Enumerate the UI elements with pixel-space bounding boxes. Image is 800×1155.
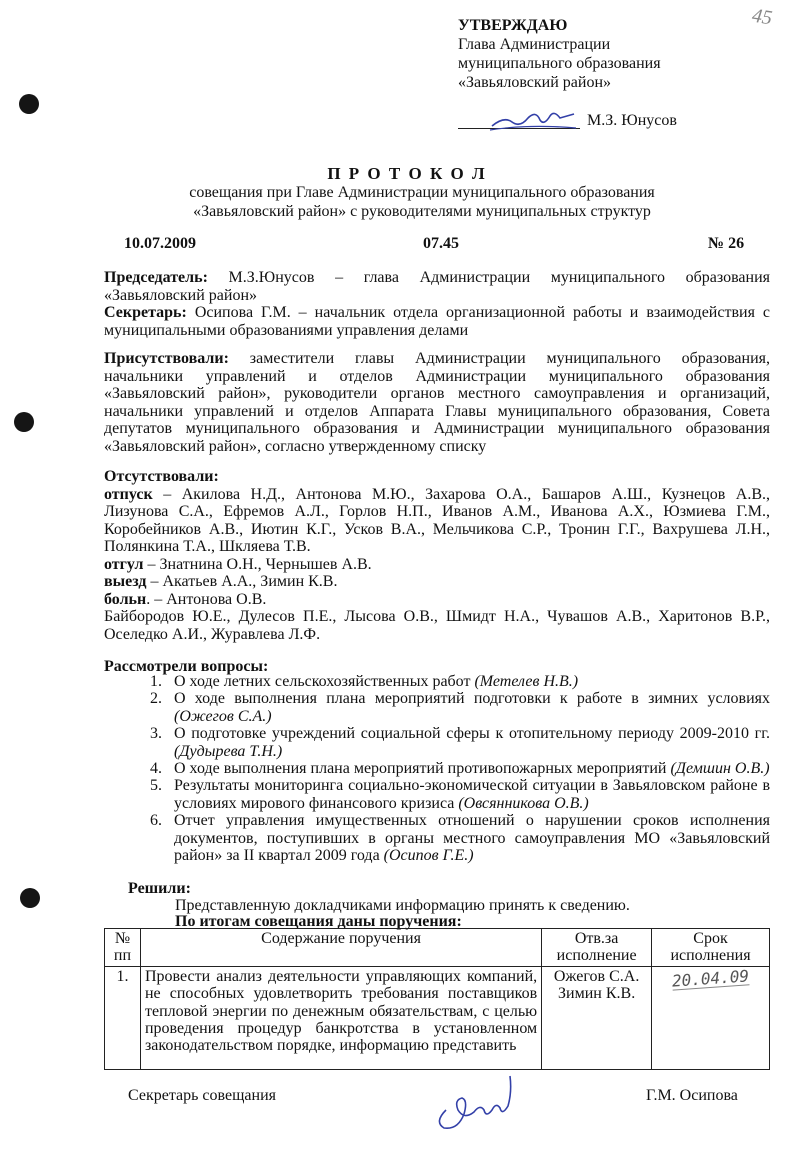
row-deadline [652,966,770,1069]
absent-line: выезд – Акатьев А.А., Зимин К.В. [104,573,338,590]
present-block [104,350,770,455]
approval-signature [488,106,578,132]
absent-label: Отсутствовали: [104,468,219,485]
orders-table-header [105,929,770,967]
col-header-deadline: Срок исполнения [652,929,770,967]
absent-block [104,468,770,643]
approval-line: «Завьяловский район» [458,74,611,91]
present-line: начальники управлений и отделов Администрации муниципального образования [104,367,770,385]
row-responsible: Ожегов С.А. Зимин К.В. [542,966,652,1069]
absent-line: отпуск – Акилова Н.Д., Антонова М.Ю., Захарова О.А., Башаров А.Ш., Кузнецов А.В., [104,485,770,503]
row-content: Провести анализ деятельности управляющих компаний, не способных удовлетворить требования поставщиков тепловой энергии по денежным обязательствам, с целью проведения процедур банкротства в установленном законодательством порядке, информацию представить [140,966,541,1069]
absent-line: Оселедко А.И., Журавлева Л.Ф. [104,625,321,643]
approval-line: Глава Администрации [458,36,611,53]
considered-list [132,673,770,864]
page-number: 45 [750,4,774,30]
table-row [105,966,770,1069]
absent-line: Коробейников А.В., Иютин К.Г., Усков В.А., Мельчикова С.Р., Тронин Г.Г., Вахрушева Л.Н., [104,520,770,538]
present-line: «Завьяловский район», руководители органов местного самоуправления и организаций, [104,385,770,402]
col-header-responsible: Отв.за исполнение [542,929,652,967]
decided-text: Представленную докладчиками информацию принять к сведению. [175,897,630,914]
considered-label: Рассмотрели вопросы: [104,658,269,675]
protocol-time: 07.45 [423,235,459,252]
deadline-handwritten: 20.04.09 [671,966,750,991]
secretary-line: Секретарь: Осипова Г.М. – начальник отдела организационной работы и взаимодействия с [104,304,771,321]
col-header-content: Содержание поручения [140,929,541,967]
absent-line: больн. – Антонова О.В. [104,590,267,608]
secretary-label: Секретарь: [104,304,187,321]
subtitle-line: совещания при Главе Администрации муниципального образования [189,184,655,201]
present-line: Присутствовали: заместители главы Администрации муниципального образования, [104,350,771,367]
considered-item: 2. О ходе выполнения плана мероприятий подготовки к работе в зимних условиях (Ожегов С.А.) [150,690,770,725]
approval-line: муниципального образования [458,55,661,72]
present-line: депутатов муниципального образования и Администрации муниципального образования [104,420,770,437]
orders-heading: По итогам совещания даны поручения: [175,913,462,930]
approval-heading: УТВЕРЖДАЮ [458,17,568,34]
chairman-line: Председатель: М.З.Юнусов – глава Администрации муниципального образования [104,269,771,286]
chairman-line: «Завьяловский район» [104,286,257,304]
considered-item: 1. О ходе летних сельскохозяйственных работ (Метелев Н.В.) [150,673,579,690]
secretary-line: муниципальными образованиями управления делами [104,321,469,339]
absent-line: отгул – Знатнина О.Н., Чернышев А.В. [104,555,372,573]
approval-signer: М.З. Юнусов [587,112,677,129]
chairman-label: Председатель: [104,269,208,286]
protocol-number: № 26 [708,235,745,252]
considered-item: 3. О подготовке учреждений социальной сферы к отопительному периоду 2009-2010 гг. (Дудырева Т.Н.) [150,725,770,760]
page-title: П Р О Т О К О Л [327,164,487,183]
considered-item: 4. О ходе выполнения плана мероприятий противопожарных мероприятий (Демшин О.В.) [150,760,770,778]
absent-line: Полянкина Т.А., Шкляева Т.В. [104,538,311,555]
present-line: «Завьяловский район», согласно утвержденному списку [104,437,487,455]
binder-hole-top [19,94,39,114]
considered-item: 5. Результаты мониторинга социально-экономической ситуации в Завьяловском районе в условиях мирового финансового кризиса (Овсянникова О.В.) [150,777,770,812]
approval-block [458,16,661,92]
decided-label: Решили: [128,880,191,897]
col-header-num: № пп [105,929,141,967]
subtitle-line: «Завьяловский район» с руководителями муниципальных структур [193,203,651,220]
present-line: начальники управлений и отделов Аппарата Главы муниципального образования, Совета [104,402,770,420]
chairman-block [104,269,770,339]
binder-hole-middle [14,412,34,432]
protocol-date: 10.07.2009 [124,235,196,252]
row-num: 1. [105,966,141,1069]
present-label: Присутствовали: [104,350,229,367]
footer-right: Г.М. Осипова [646,1087,738,1104]
orders-table [104,928,770,1070]
secretary-signature [428,1070,518,1132]
considered-item: 6. Отчет управления имущественных отношений о нарушении сроков исполнения документов, поступивших в органы местного самоуправления МО «Завьяловский район» за II квартал 2009 года (Осипов Г.Е.) [150,812,770,865]
absent-line: Лизунова С.А., Ефремов А.Л., Горлов Н.П., Иванов А.М., Иванова А.Х., Юзмиева Г.М., [104,503,770,520]
absent-line: Байбородов Ю.Е., Дулесов П.Е., Лысова О.В., Шмидт Н.А., Чувашов А.В., Харитонов В.Р., [104,608,770,625]
footer-left: Секретарь совещания [128,1087,276,1104]
binder-hole-bottom [20,888,40,908]
subtitle [0,183,800,221]
